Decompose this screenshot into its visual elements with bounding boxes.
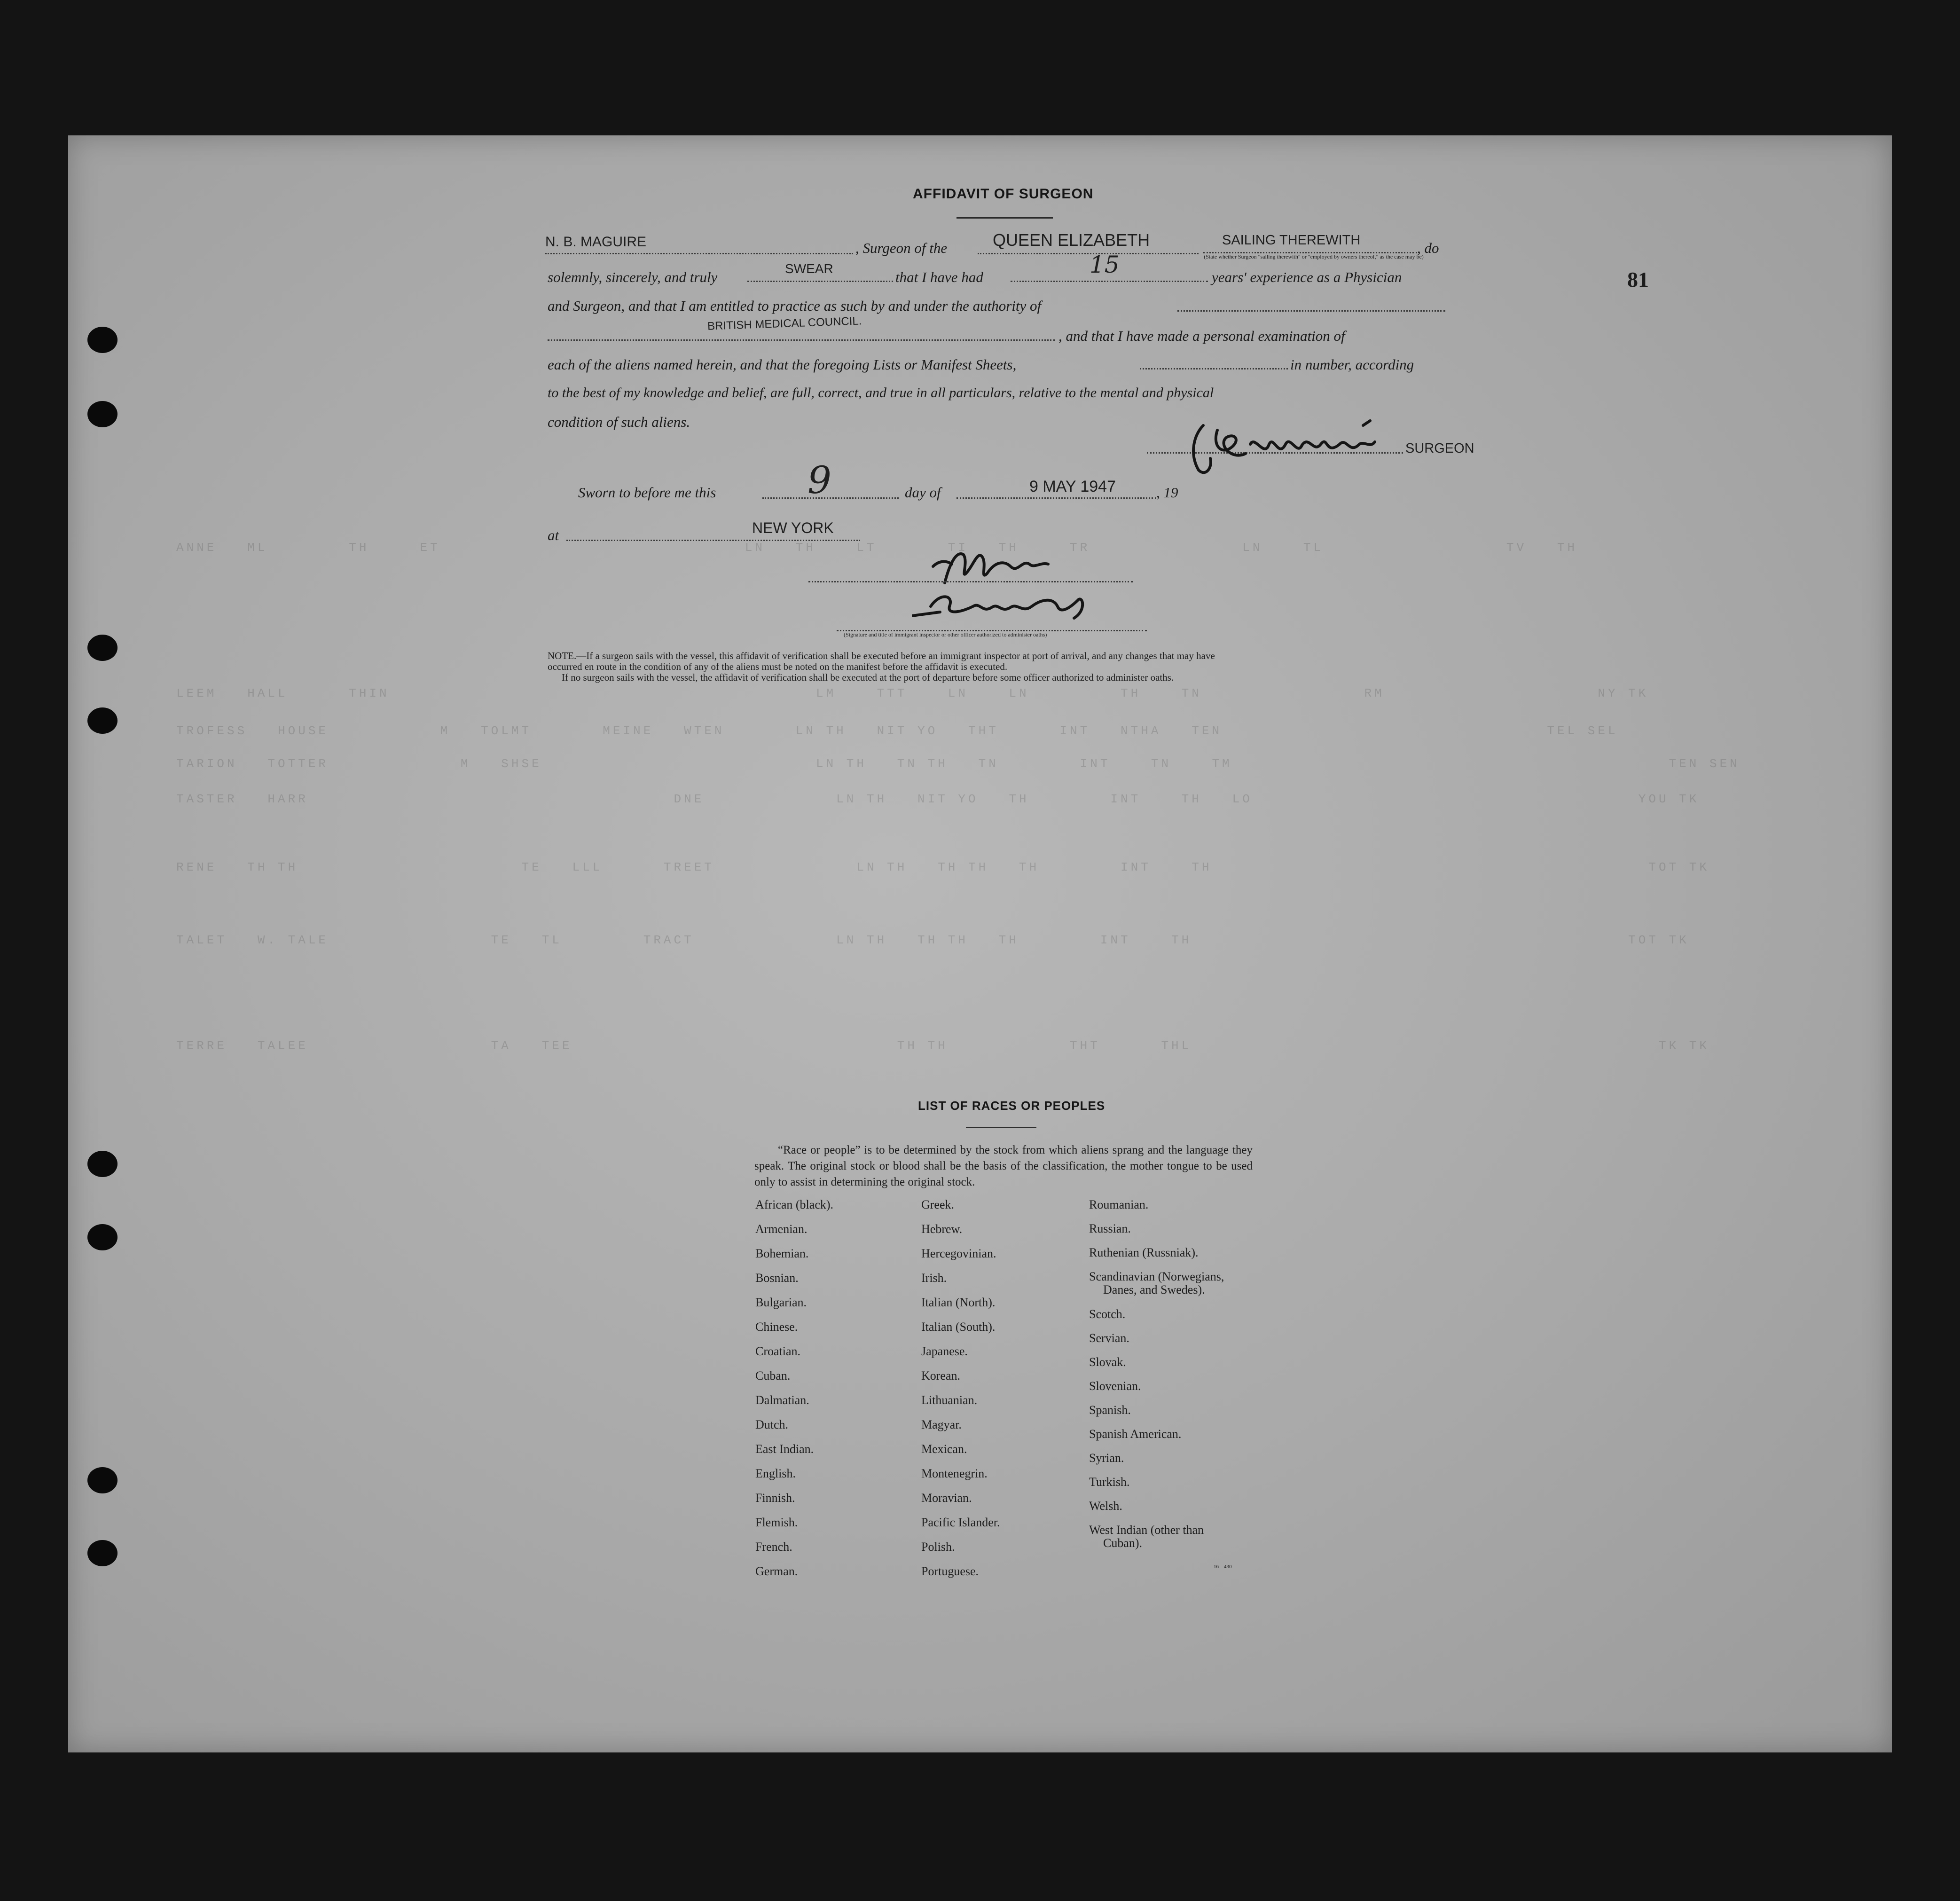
fill-line: [956, 497, 1156, 499]
races-column-3: [1089, 1198, 1224, 1550]
race-item: Mexican.: [921, 1442, 967, 1456]
personal-exam-text: , and that I have made a personal examination of: [1058, 328, 1345, 344]
race-item: Flemish.: [755, 1516, 798, 1529]
race-item: Spanish.: [1089, 1403, 1131, 1417]
race-item: Irish.: [921, 1271, 947, 1285]
in-number-text: in number, according: [1290, 356, 1414, 373]
race-item: Welsh.: [1089, 1499, 1122, 1513]
punch-hole: [87, 1467, 118, 1493]
fill-line: [747, 281, 893, 282]
sailing-status: SAILING THEREWITH: [1222, 233, 1361, 248]
race-item: Italian (South).: [921, 1320, 996, 1334]
fill-line: [1011, 281, 1208, 282]
race-item: Scotch.: [1089, 1307, 1126, 1321]
race-item: Magyar.: [921, 1418, 962, 1431]
authority-text: and Surgeon, and that I am entitled to practice as such by and under the authority of: [548, 298, 1042, 314]
swear-word: SWEAR: [785, 261, 833, 276]
race-item: Hebrew.: [921, 1222, 963, 1236]
official-signature-line: [808, 581, 1133, 582]
ship-name: QUEEN ELIZABETH: [993, 230, 1150, 250]
years-value: 15: [1090, 251, 1120, 278]
race-item: English.: [755, 1467, 796, 1480]
surgeon-title: SURGEON: [1405, 441, 1474, 456]
bleed-through-row: LEEM HALL THIN LM TTT LN LN TH TN RM NY TK: [176, 686, 1649, 700]
race-item: Polish.: [921, 1540, 955, 1554]
have-had-text: that I have had: [895, 269, 983, 285]
page-number: 81: [1627, 267, 1649, 291]
race-item: Armenian.: [755, 1222, 808, 1236]
race-item: Pacific Islander.: [921, 1516, 1000, 1529]
surgeon-of-text: , Surgeon of the: [855, 240, 948, 256]
sworn-place: NEW YORK: [752, 519, 834, 536]
race-item: Slovenian.: [1089, 1379, 1141, 1393]
race-item: Hercegovinian.: [921, 1247, 996, 1260]
race-item: Servian.: [1089, 1331, 1129, 1345]
race-item: Korean.: [921, 1369, 961, 1383]
condition-text: condition of such aliens.: [548, 414, 690, 430]
sworn-date: 9 MAY 1947: [1029, 478, 1116, 495]
fill-line: [762, 497, 899, 499]
races-column-1: [755, 1198, 833, 1589]
punch-hole: [87, 1151, 118, 1177]
races-intro: “Race or people” is to be determined by the stock from which aliens sprang and the language they speak. The original stock or blood shall be the basis of the classification, the mother tongue to be used only to assist in determining the original stock.: [754, 1144, 1253, 1188]
fill-line: [978, 253, 1199, 254]
punch-hole: [87, 1224, 118, 1250]
race-item: Scandinavian (Norwegians,: [1089, 1270, 1224, 1283]
form-code: 16—430: [1214, 1564, 1232, 1570]
race-item: Slovak.: [1089, 1355, 1126, 1369]
title-underline: [956, 217, 1053, 219]
race-item: Cuban.: [755, 1369, 791, 1383]
bleed-through-row: TASTER HARR DNE LN TH NIT YO TH INT TH LO YOU TK: [176, 792, 1700, 806]
year-text: , 19: [1156, 484, 1178, 501]
bleed-through-row: TERRE TALEE TA TEE TH TH THT THL TK TK: [176, 1039, 1709, 1053]
race-item: Spanish American.: [1089, 1427, 1182, 1441]
races-title: LIST OF RACES OR PEOPLES: [918, 1099, 1105, 1113]
at-text: at: [548, 527, 559, 543]
sailing-note: (State whether Surgeon "sailing therewith" or "employed by owners thereof," as the case may be): [1204, 253, 1424, 260]
note-line-2: occurred en route in the condition of any of the aliens must be noted on the manifest before the affidavit is executed.: [548, 661, 1008, 672]
race-item: Italian (North).: [921, 1296, 996, 1309]
punch-hole: [87, 327, 118, 353]
note-line-3: If no surgeon sails with the vessel, the affidavit of verification shall be executed at the port of departure before some officer authorized to administer oaths.: [562, 672, 1174, 683]
bleed-through-row: ANNE ML TH ET LN TH LT TI TH TR LN TL TV TH: [176, 541, 1578, 555]
race-item: Lithuanian.: [921, 1393, 978, 1407]
race-item: Roumanian.: [1089, 1198, 1149, 1211]
race-item: West Indian (other than: [1089, 1523, 1204, 1537]
race-item: Croatian.: [755, 1344, 801, 1358]
sworn-day: 9: [808, 458, 831, 502]
official-caption: (Signature and title of immigrant inspector or other officer authorized to administer oaths): [844, 631, 1047, 638]
race-item: Moravian.: [921, 1491, 972, 1505]
race-item: Montenegrin.: [921, 1467, 988, 1480]
fill-line: [548, 339, 1055, 341]
fill-line: [1177, 310, 1445, 312]
race-item: Dutch.: [755, 1418, 789, 1431]
surgeon-signature: [1184, 416, 1405, 482]
race-item: Ruthenian (Russniak).: [1089, 1246, 1199, 1259]
race-item: Russian.: [1089, 1222, 1131, 1235]
race-item: Cuban).: [1103, 1536, 1143, 1550]
note-line-1: NOTE.—If a surgeon sails with the vessel, this affidavit of verification shall be executed before an immigrant inspector at port of arrival, and any changes that may have: [548, 650, 1215, 661]
fill-line: [566, 540, 860, 541]
sworn-text: Sworn to before me this: [578, 484, 716, 501]
race-item: Danes, and Swedes).: [1103, 1283, 1205, 1296]
race-item: French.: [755, 1540, 792, 1554]
day-of-text: day of: [905, 484, 941, 501]
race-item: East Indian.: [755, 1442, 814, 1456]
best-knowledge-text: to the best of my knowledge and belief, are full, correct, and true in all particulars, relative to the mental and physical: [548, 385, 1214, 401]
race-item: Chinese.: [755, 1320, 798, 1334]
race-item: Dalmatian.: [755, 1393, 809, 1407]
race-item: German.: [755, 1564, 798, 1578]
punch-hole: [87, 1540, 118, 1566]
race-item: Japanese.: [921, 1344, 968, 1358]
solemnly-text: solemnly, sincerely, and truly: [548, 269, 718, 285]
punch-hole: [87, 401, 118, 427]
bleed-through-row: TROFESS HOUSE M TOLMT MEINE WTEN LN TH NIT YO THT INT NTHA TEN TEL SEL: [176, 724, 1618, 738]
race-item: Greek.: [921, 1198, 955, 1211]
punch-hole: [87, 707, 118, 734]
years-experience-text: years' experience as a Physician: [1212, 269, 1402, 285]
fill-line: [545, 253, 853, 254]
race-item: Bulgarian.: [755, 1296, 807, 1309]
surgeon-name: N. B. MAGUIRE: [545, 234, 647, 250]
bleed-through-row: TARION TOTTER M SHSE LN TH TN TH TN INT TN TM TEN SEN: [176, 757, 1740, 771]
fill-line: [1140, 368, 1288, 369]
race-item: Bohemian.: [755, 1247, 809, 1260]
affidavit-title: AFFIDAVIT OF SURGEON: [913, 186, 1094, 202]
race-item: Bosnian.: [755, 1271, 799, 1285]
authority-value: BRITISH MEDICAL COUNCIL.: [707, 314, 862, 333]
races-title-underline: [966, 1127, 1036, 1128]
race-item: Turkish.: [1089, 1475, 1130, 1489]
official-signature: [912, 541, 1128, 635]
punch-hole: [87, 635, 118, 661]
race-item: African (black).: [755, 1198, 834, 1211]
bleed-through-row: TALET W. TALE TE TL TRACT LN TH TH TH TH INT TH TOT TK: [176, 933, 1689, 947]
race-item: Syrian.: [1089, 1451, 1124, 1465]
race-item: Finnish.: [755, 1491, 795, 1505]
each-alien-text: each of the aliens named herein, and that the foregoing Lists or Manifest Sheets,: [548, 356, 1017, 373]
bleed-through-row: RENE TH TH TE LLL TREET LN TH TH TH TH INT TH TOT TK: [176, 860, 1709, 874]
do-text: , do: [1417, 240, 1439, 256]
races-column-2: [921, 1198, 1000, 1589]
race-item: Portuguese.: [921, 1564, 979, 1578]
